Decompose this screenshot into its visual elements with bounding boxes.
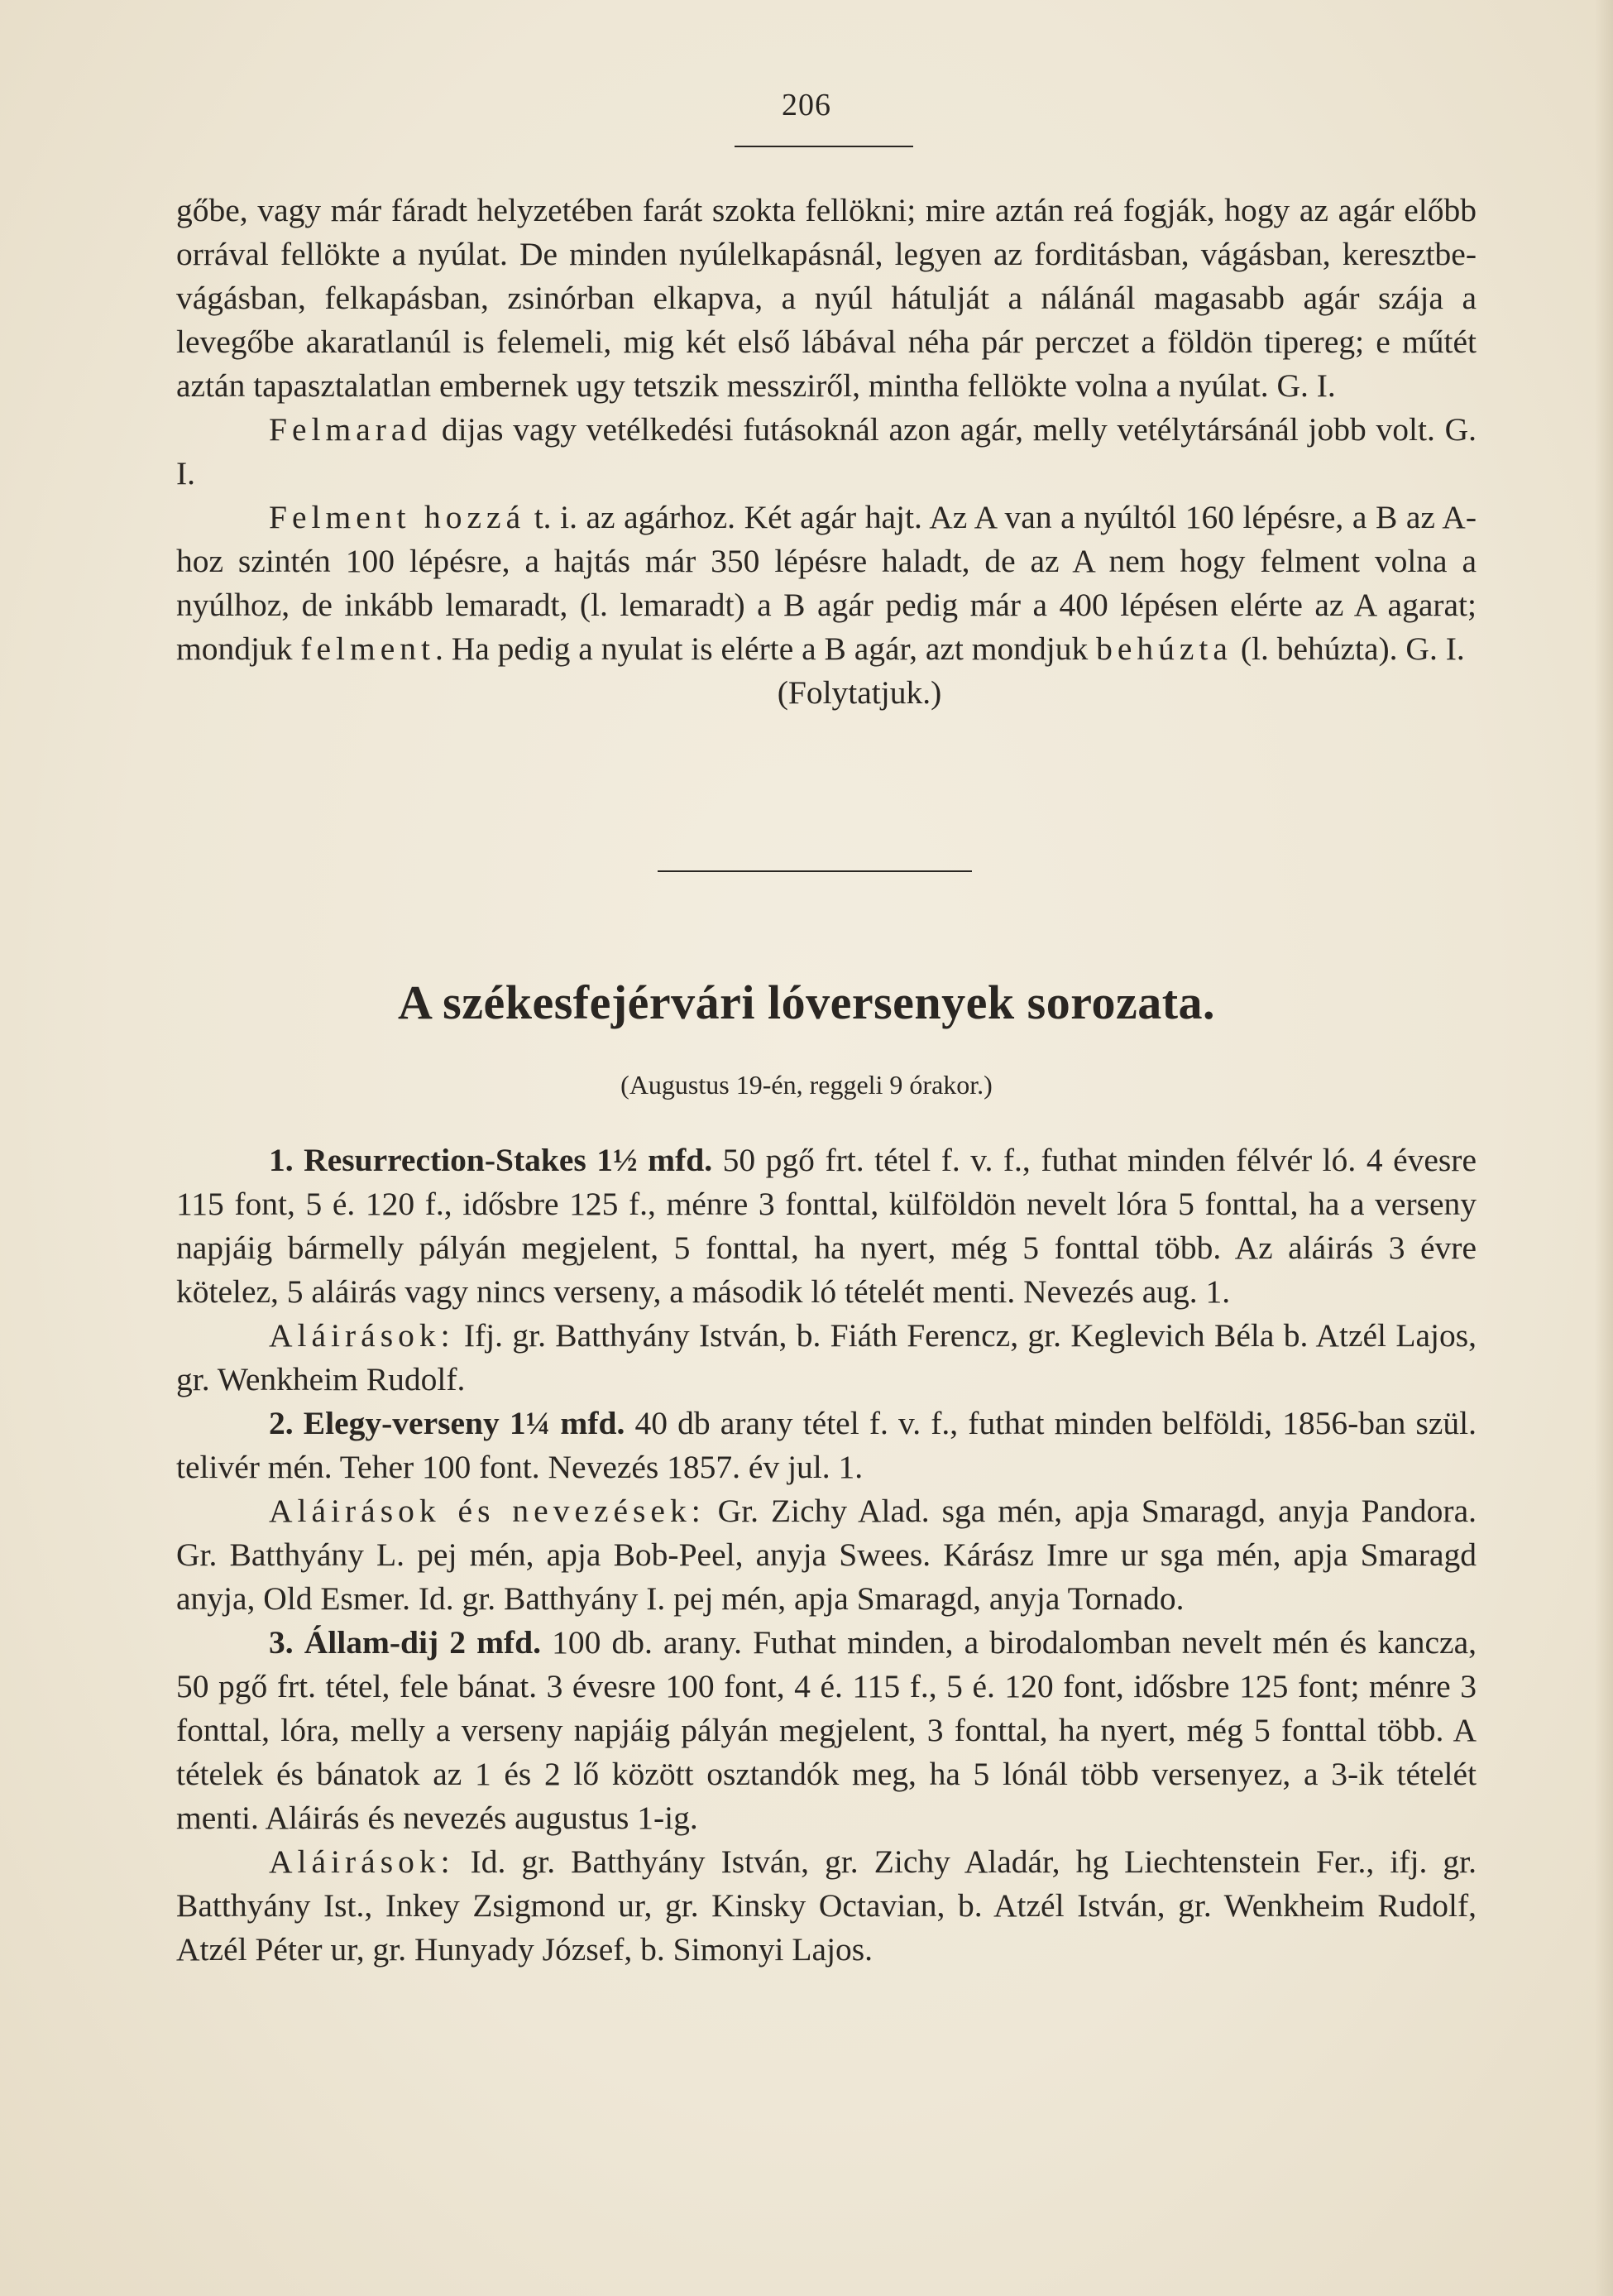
continued-note: (Folytatjuk.) <box>777 674 942 711</box>
paragraph-felmarad: Felmarad dijas vagy vetélkedési futásoknál azon agár, melly vetélytársánál jobb volt. G. I. <box>176 411 1477 491</box>
term-felment-hozza: Felment hozzá <box>269 499 526 535</box>
signatures-label: Aláirások: <box>269 1317 455 1354</box>
section-divider <box>658 870 972 872</box>
article-subtitle: (Augustus 19-én, reggeli 9 órakor.) <box>620 1070 993 1100</box>
upper-text-block <box>176 189 1477 715</box>
race-1: 1. Resurrection-Stakes 1½ mfd. 50 pgő frt. tétel f. v. f., futhat minden félvér ló. 4 évesre 115 font, 5 é. 120 f., idősbre 125 f., ménre 3 fonttal, külföldön nevelt lóra 5 fonttal, ha a verseny napjáig bármelly pályán megjelent, 5 fonttal, ha nyert, még 5 fonttal több. Az aláirás 3 évre kötelez, 5 aláirás vagy nincs verseny, a második ló tételét menti. Nevezés aug. 1. <box>176 1142 1477 1310</box>
race-3-heading: 3. Állam-dij 2 mfd. <box>269 1624 541 1661</box>
race-1-signatures: Aláirások: Ifj. gr. Batthyány István, b. Fiáth Ferencz, gr. Keglevich Béla b. Atzél Lajos, gr. Wenkheim Rudolf. <box>176 1317 1477 1397</box>
article-title: A székesfejérvári lóversenyek sorozata. <box>397 975 1216 1029</box>
race-2-signatures: Aláirások és nevezések: Gr. Zichy Alad. sga mén, apja Smaragd, anyja Pandora. Gr. Batthyány L. pej mén, apja Bob-Peel, anyja Swees. Kárász Imre ur sga mén, apja Smaragd anyja, Old Esmer. Id. gr. Batthyány I. pej mén, apja Smaragd, anyja Tornado. <box>176 1493 1477 1617</box>
page-number-rule <box>735 146 913 147</box>
paragraph-felment: Felment hozzá t. i. az agárhoz. Két agár hajt. Az A van a nyúltól 160 lépésre, a B az A-hoz szintén 100 lépésre, a hajtás már 350 lépésre haladt, de az A nem hogy felment volna a nyúlhoz, de inkább lemaradt, (l. lemaradt) a B agár pedig már a 400 lépésen elérte az A agarat; mondjuk felment. Ha pedig a nyulat is elérte a B agár, azt mondjuk behúzta (l. behúzta). G. I. <box>176 499 1477 667</box>
paragraph-fellokni: gőbe, vagy már fáradt helyzetében farát szokta fellökni; mire aztán reá fogják, hogy az agár előbb orrával fellökte a nyúlat. De minden nyúlelkapásnál, legyen az forditásban, vágásban, keresztbe-vágásban, felkapásban, zsinórban elkapva, a nyúl hátulját a nálánál magasabb agár szája a levegőbe akaratlanúl is felemeli, mig két első lábával néha pár perczet a földön tipereg; e műtét aztán tapasztalatlan embernek ugy tetszik messziről, mintha fellökte volna a nyúlat. G. I. <box>176 192 1477 404</box>
page-number: 206 <box>782 88 831 122</box>
race-list <box>176 1138 1477 1972</box>
race-3: 3. Állam-dij 2 mfd. 100 db. arany. Futhat minden, a birodalomban nevelt mén és kancza, 50 pgő frt. tétel, fele bánat. 3 évesre 100 font, 4 é. 115 f., 5 é. 120 font, idősbre 125 font; ménre 3 fonttal, lóra, melly a verseny napjáig pályán megjelent, 3 fonttal, ha nyert, még 5 fonttal több. A tételek és bánatok az 1 és 2 lő között osztandók meg, ha 5 lónál több versenyez, a 3-ik tételét menti. Aláirás és nevezés augustus 1-ig. <box>176 1624 1477 1836</box>
race-3-signatures: Aláirások: Id. gr. Batthyány István, gr. Zichy Aladár, hg Liechtenstein Fer., ifj. gr. Batthyány Ist., Inkey Zsigmond ur, gr. Kinsky Octavian, b. Atzél István, gr. Wenkheim Rudolf, Atzél Péter ur, gr. Hunyady József, b. Simonyi Lajos. <box>176 1843 1477 1968</box>
race-1-heading: 1. Resurrection-Stakes 1½ mfd. <box>269 1142 713 1178</box>
term-behuzta: behúzta <box>1096 630 1232 667</box>
term-felment: felment <box>300 630 435 667</box>
signatures-label: Aláirások és nevezések: <box>269 1493 706 1529</box>
signatures-label: Aláirások: <box>269 1843 455 1880</box>
race-2: 2. Elegy-verseny 1¼ mfd. 40 db arany tétel f. v. f., futhat minden belföldi, 1856-ban szül. telivér mén. Teher 100 font. Nevezés 1857. év jul. 1. <box>176 1405 1477 1485</box>
page-edge-shadow <box>1595 0 1613 2296</box>
term-felmarad: Felmarad <box>269 411 433 448</box>
race-2-heading: 2. Elegy-verseny 1¼ mfd. <box>269 1405 625 1441</box>
